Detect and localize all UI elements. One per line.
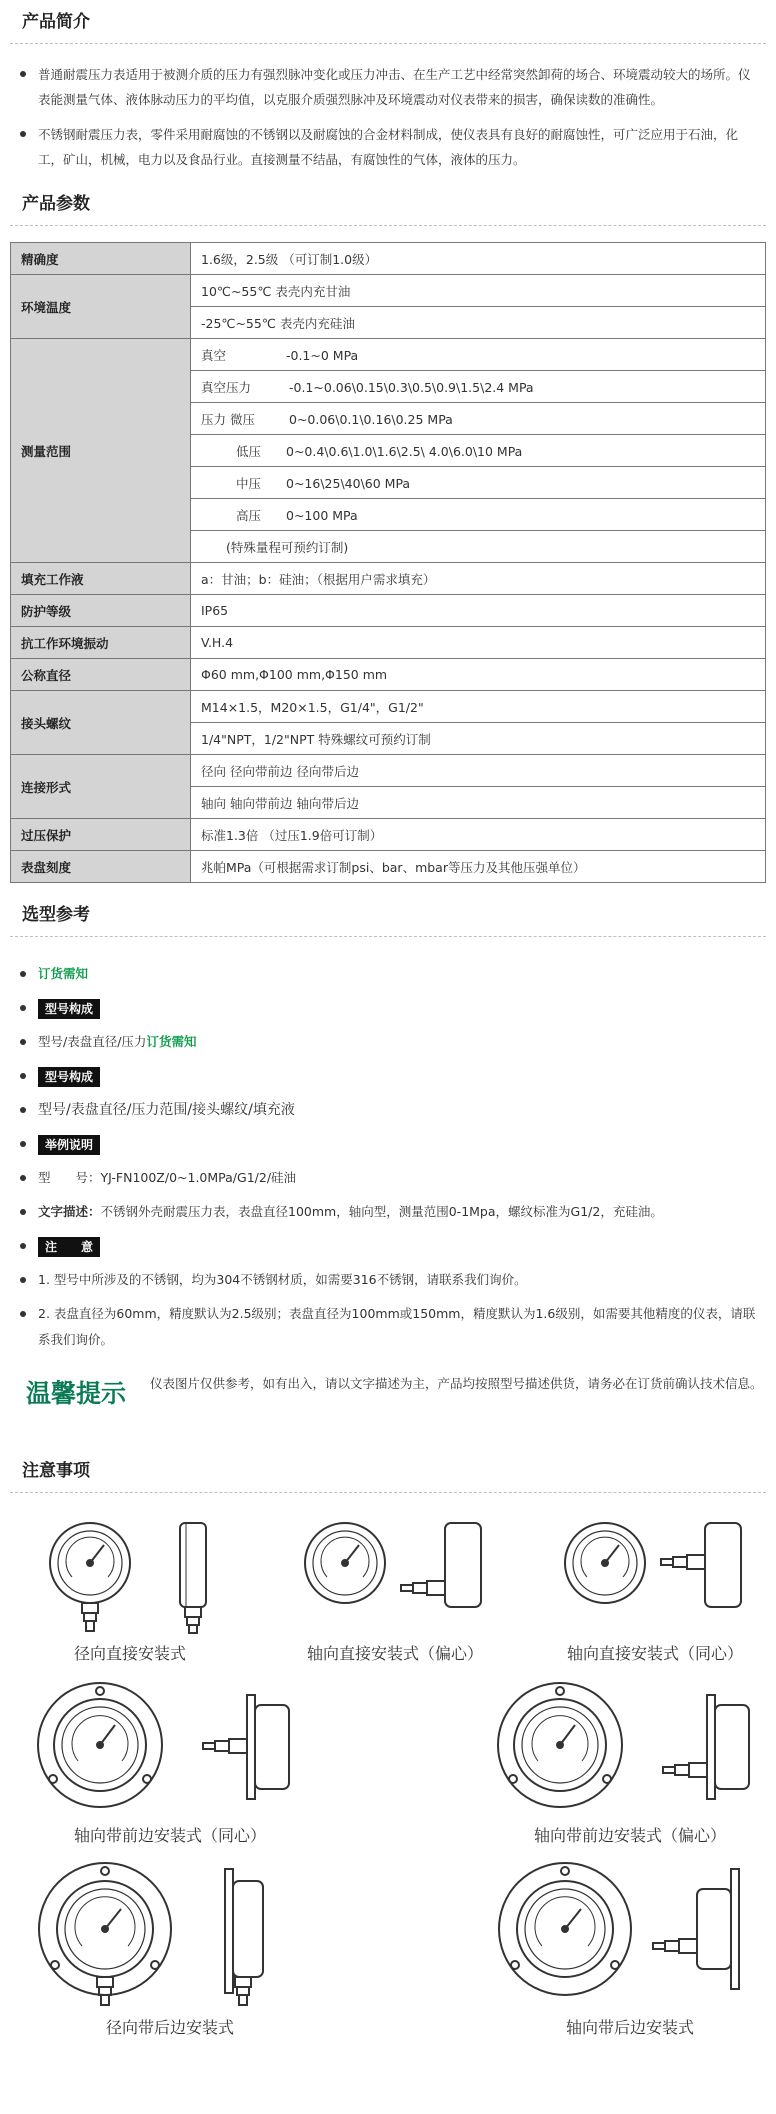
model-tag-2: 型号构成: [38, 1067, 100, 1087]
range-label: 测量范围: [11, 339, 191, 563]
range-value: 0~16\25\40\60 MPa: [286, 475, 411, 491]
range-row: [191, 467, 766, 499]
diagram-radial-direct: [20, 1515, 240, 1664]
order-notice-link[interactable]: 订货需知: [38, 966, 89, 981]
range-name: 压力 微压: [201, 411, 255, 427]
range-name: 中压: [236, 475, 262, 491]
gauge-drawing: [485, 1677, 775, 1817]
accuracy-label: 精确度: [11, 243, 191, 275]
diagram-caption: 径向带后边安装式: [105, 2018, 234, 2037]
range-row: [191, 371, 766, 403]
diagram-caption: 轴向直接安装式（同心）: [566, 1644, 743, 1663]
range-row: [191, 435, 766, 467]
note-item: 1. 型号中所涉及的不锈钢，均为304不锈钢材质，如需要316不锈钢，请联系我们询价。: [38, 1272, 527, 1287]
list-item: [18, 1229, 766, 1263]
protect-value: IP65: [191, 595, 766, 627]
gauge-drawing: [555, 1515, 755, 1635]
table-row: [11, 851, 766, 883]
list-item: [18, 1093, 766, 1127]
thread-value: 1/4"NPT，1/2"NPT 特殊螺纹可预约订制: [191, 723, 766, 755]
list-item: [18, 1059, 766, 1093]
env-value: -25℃~55℃ 表壳内充硅油: [191, 307, 766, 339]
intro-title: 产品简介: [10, 0, 766, 44]
note-item: 2. 表盘直径为60mm，精度默认为2.5级别；表盘直径为100mm或150mm，精度默认为1.6级别，如需要其他精度的仪表，请联系我们询价。: [38, 1306, 756, 1347]
range-name: 低压: [236, 443, 262, 459]
gauge-drawing: [30, 1515, 230, 1635]
connection-value: 轴向 轴向带前边 轴向带后边: [191, 787, 766, 819]
table-row: [11, 659, 766, 691]
tips-title: 温馨提示: [26, 1379, 127, 1408]
range-value: 0~100 MPa: [286, 507, 358, 523]
list-item: [18, 957, 766, 991]
order-notice-link-inline[interactable]: 订货需知: [146, 1034, 197, 1049]
diagram-caption: 轴向直接安装式（偏心）: [306, 1644, 483, 1663]
protect-label: 防护等级: [11, 595, 191, 627]
table-row: [11, 563, 766, 595]
table-row: [11, 243, 766, 275]
gauge-drawing: [25, 1859, 315, 2009]
range-row: [191, 339, 766, 371]
tips-box: [10, 1357, 766, 1449]
env-label: 环境温度: [11, 275, 191, 339]
diameter-value: Φ60 mm,Φ100 mm,Φ150 mm: [191, 659, 766, 691]
table-row: [11, 275, 766, 307]
scale-value: 兆帕MPa（可根据需求订制psi、bar、mbar等压力及其他压强单位）: [191, 851, 766, 883]
tips-text: 仪表图片仅供参考，如有出入，请以文字描述为主，产品均按照型号描述供货，请务必在订货前确认技术信息。: [150, 1376, 763, 1391]
model-tag: 型号构成: [38, 999, 100, 1019]
range-row: [191, 403, 766, 435]
gauge-drawing: [485, 1859, 775, 2009]
table-row: [11, 627, 766, 659]
fill-value: a：甘油；b：硅油；（根据用户需求填充）: [191, 563, 766, 595]
list-item: [18, 1297, 766, 1357]
diagram-axial-front-concentric: [20, 1677, 320, 1846]
intro-paragraph: 普通耐震压力表适用于被测介质的压力有强烈脉冲变化或压力冲击、在生产工艺中经常突然卸荷的场合、环境震动较大的场所。仪表能测量气体、液体脉动压力的平均值，以克服介质强烈脉冲及环境震动对仪表带来的损害，确保读数的准确性。: [18, 62, 760, 112]
model-line2: 型号/表盘直径/压力范围/接头螺纹/填充液: [38, 1102, 295, 1118]
selection-title: 选型参考: [10, 893, 766, 937]
diagram-axial-direct-concentric: [540, 1515, 770, 1664]
env-value: 10℃~55℃ 表壳内充甘油: [191, 275, 766, 307]
range-value: -0.1~0 MPa: [286, 347, 359, 363]
overpressure-label: 过压保护: [11, 819, 191, 851]
overpressure-value: 标准1.3倍 （过压1.9倍可订制）: [191, 819, 766, 851]
table-row: [11, 691, 766, 723]
diagram-axial-direct-eccentric: [280, 1515, 510, 1664]
list-item: [18, 1127, 766, 1161]
diagram-axial-back: [480, 1859, 776, 2038]
intro-paragraph: 不锈钢耐震压力表，零件采用耐腐蚀的不锈钢以及耐腐蚀的合金材料制成，使仪表具有良好的耐腐蚀性，可广泛应用于石油，化工，矿山，机械，电力以及食品行业。直接测量不结晶，有腐蚀性的气体，液体的压力。: [18, 122, 760, 172]
desc-label: 文字描述：: [38, 1204, 101, 1219]
connection-label: 连接形式: [11, 755, 191, 819]
vibration-value: V.H.4: [191, 627, 766, 659]
diagram-caption: 轴向带后边安装式: [565, 2018, 694, 2037]
diagram-caption: 轴向带前边安装式（偏心）: [533, 1826, 726, 1845]
list-item: [18, 991, 766, 1025]
table-row: [11, 755, 766, 787]
range-note: (特殊量程可预约订制): [191, 531, 766, 563]
params-title: 产品参数: [10, 182, 766, 226]
gauge-drawing: [295, 1515, 495, 1635]
thread-value: M14×1.5，M20×1.5，G1/4"，G1/2": [191, 691, 766, 723]
desc-value: 不锈钢外壳耐震压力表，表盘直径100mm，轴向型，测量范围0-1Mpa，螺纹标准为G1/2，充硅油。: [100, 1204, 663, 1219]
params-table: [10, 242, 766, 883]
range-name: 高压: [236, 507, 262, 523]
range-value: -0.1~0.06\0.15\0.3\0.5\0.9\1.5\2.4 MPa: [289, 379, 534, 395]
range-value: 0~0.06\0.1\0.16\0.25 MPa: [289, 411, 453, 427]
table-row: [11, 339, 766, 371]
list-item: [18, 1195, 766, 1229]
gauge-drawing: [25, 1677, 315, 1817]
intro-list: [10, 44, 766, 172]
list-item: [18, 1263, 766, 1297]
vibration-label: 抗工作环境振动: [11, 627, 191, 659]
fill-label: 填充工作液: [11, 563, 191, 595]
note-tag: 注 意: [38, 1237, 100, 1257]
connection-value: 径向 径向带前边 径向带后边: [191, 755, 766, 787]
range-name: 真空: [201, 347, 227, 363]
list-item: [18, 1025, 766, 1059]
range-name: 真空压力: [201, 379, 252, 395]
model-line1-prefix: 型号/表盘直径/压力: [38, 1034, 147, 1049]
diagram-caption: 径向直接安装式: [73, 1644, 186, 1663]
selection-list: [10, 937, 766, 1357]
scale-label: 表盘刻度: [11, 851, 191, 883]
diagram-axial-front-eccentric: [480, 1677, 776, 1846]
example-label: 型 号：: [38, 1170, 101, 1185]
diagram-caption: 轴向带前边安装式（同心）: [73, 1826, 266, 1845]
install-diagrams: [10, 1497, 766, 2057]
list-item: [18, 1161, 766, 1195]
table-row: [11, 819, 766, 851]
diameter-label: 公称直径: [11, 659, 191, 691]
diagram-radial-back: [20, 1859, 320, 2038]
accuracy-value: 1.6级，2.5级 （可订制1.0级）: [191, 243, 766, 275]
table-row: [11, 595, 766, 627]
range-value: 0~0.4\0.6\1.0\1.6\2.5\ 4.0\6.0\10 MPa: [286, 443, 523, 459]
example-tag: 举例说明: [38, 1135, 100, 1155]
thread-label: 接头螺纹: [11, 691, 191, 755]
example-value: YJ-FN100Z/0~1.0MPa/G1/2/硅油: [100, 1170, 297, 1185]
range-row: [191, 499, 766, 531]
notes-title: 注意事项: [10, 1449, 766, 1493]
